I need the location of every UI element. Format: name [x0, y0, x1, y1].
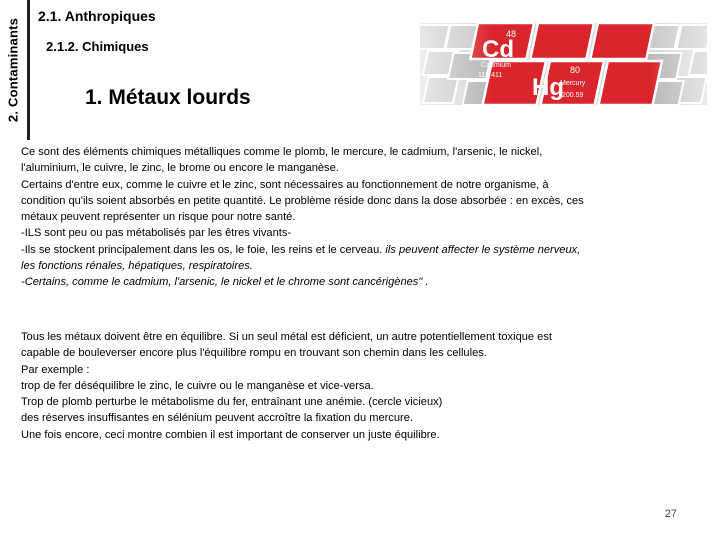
paragraph-line: Par exemple : — [21, 363, 90, 376]
slide-title: 1. Métaux lourds — [85, 86, 251, 109]
section-label: 2. Contaminants — [5, 17, 21, 123]
page-number: 27 — [664, 508, 677, 520]
paragraph-line: Ce sont des éléments chimiques métalliques comme le plomb, le mercure, le cadmium, l'arsenic, le nickel, — [21, 146, 543, 158]
paragraph-line: l'aluminium, le cuivre, le zinc, le brome ou encore le manganèse. — [21, 162, 339, 175]
paragraph-line: -ILS sont peu ou pas métabolisés par les êtres vivants- — [21, 227, 292, 240]
paragraph-heavy-metals-intro — [21, 144, 681, 291]
paragraph-line: trop de fer déséquilibre le zinc, le cuivre ou le manganèse et vice-versa. — [21, 379, 374, 392]
paragraph-line: Trop de plomb perturbe le métabolisme du fer, entraînant une anémie. (cercle vicieux) — [21, 396, 443, 409]
heading-level-1: 2.1. Anthropiques — [38, 8, 156, 24]
paragraph-line — [21, 242, 681, 258]
periodic-table-image — [420, 23, 707, 105]
section-sidebar — [0, 0, 30, 140]
paragraph-line: métaux peuvent représenter un risque pour notre santé. — [21, 211, 296, 224]
paragraph-line: -Certains, comme le cadmium, l'arsenic, le nickel et le chrome sont cancérigènes" . — [21, 276, 429, 289]
paragraph-line: condition qu'ils soient absorbés en petite quantité. Le problème réside donc dans la dose absorbée : en excès, ces — [21, 194, 584, 207]
line-text: -Ils se stockent principalement dans les os, le foie, les reins et le cerveau. — [21, 243, 386, 256]
paragraph-line: Certains d'entre eux, comme le cuivre et le zinc, sont nécessaires au fonctionnement de notre organisme, à — [21, 178, 549, 191]
paragraph-line: capable de bouleverser encore plus l'équilibre rompu en trouvant son chemin dans les cellules. — [21, 347, 487, 360]
heading-level-2: 2.1.2. Chimiques — [46, 39, 149, 54]
paragraph-line: Une fois encore, ceci montre combien il est important de conserver un juste équilibre. — [21, 428, 440, 441]
paragraph-line: Tous les métaux doivent être en équilibre. Si un seul métal est déficient, un autre potentiellement toxique est — [21, 331, 552, 343]
paragraph-line: des réserves insuffisantes en sélénium peuvent accroître la fixation du mercure. — [21, 412, 413, 425]
paragraph-metal-balance — [21, 329, 681, 443]
italic-text: ils peuvent affecter le système nerveux, — [385, 243, 581, 256]
paragraph-line: les fonctions rénales, hépatiques, respiratoires. — [21, 260, 253, 273]
